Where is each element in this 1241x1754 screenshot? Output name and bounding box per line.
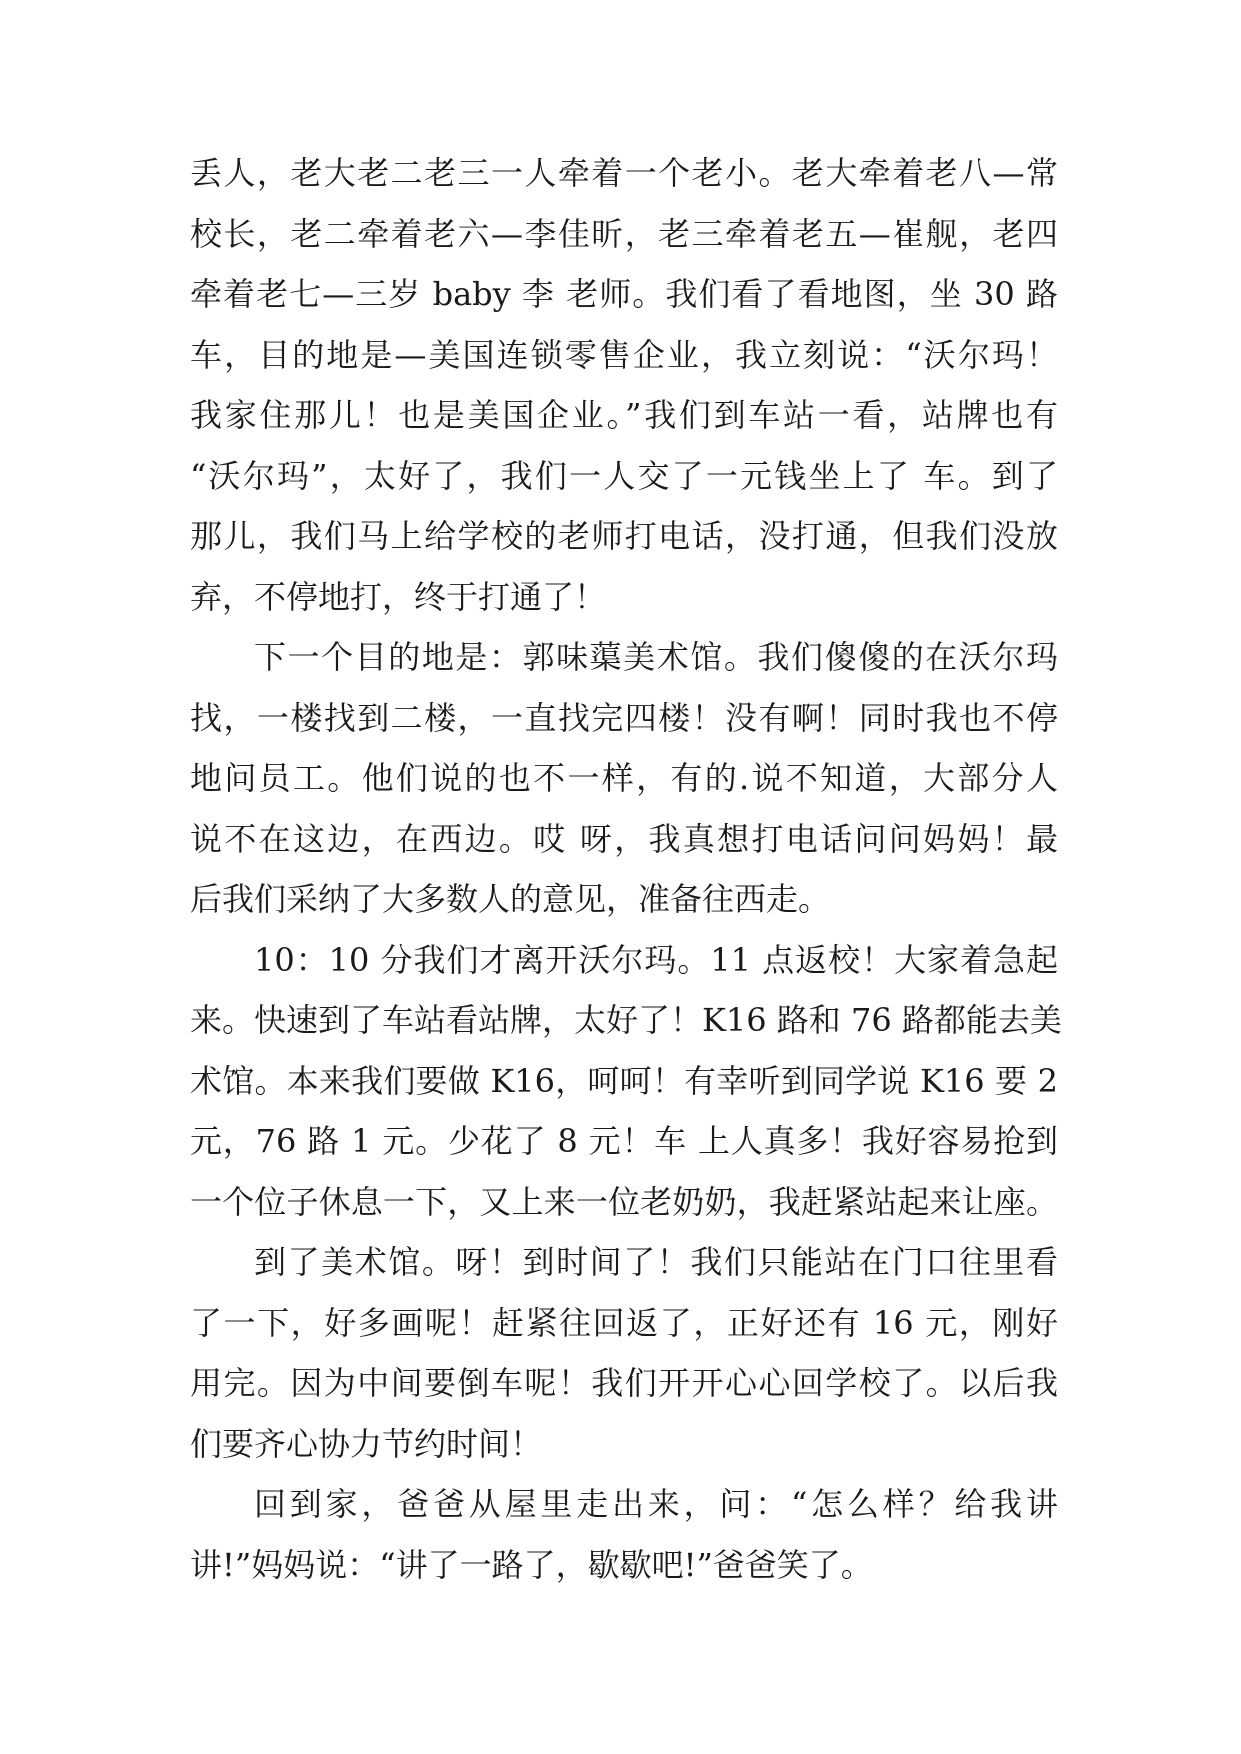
text-line: 来。快速到了车站看站牌，太好了！K16 路和 76 路都能去美 bbox=[190, 1001, 1062, 1039]
text-line: 我家住那儿！也是美国企业。”我们到车站一看，站牌也有 bbox=[190, 396, 1058, 434]
text-line: 后我们采纳了大多数人的意见，准备往西走。 bbox=[190, 880, 831, 918]
text-line: 地问员工。他们说的也不一样，有的.说不知道，大部分人 bbox=[190, 759, 1058, 797]
text-line: 术馆。本来我们要做 K16，呵呵！有幸听到同学说 K16 要 2 bbox=[190, 1061, 1058, 1100]
text-line: 一个位子休息一下，又上来一位老奶奶，我赶紧站起来让座。 bbox=[190, 1182, 1058, 1221]
text-line: 那儿，我们马上给学校的老师打电话，没打通，但我们没放 bbox=[190, 517, 1058, 555]
text-line: 校长，老二牵着老六—李佳昕，老三牵着老五—崔舰，老四 bbox=[190, 214, 1058, 253]
text-line: 说不在这边，在西边。哎 呀，我真想打电话问问妈妈！最 bbox=[190, 819, 1058, 858]
text-line: 车，目的地是—美国连锁零售企业，我立刻说：“沃尔玛！ bbox=[190, 335, 1058, 374]
text-line: 讲!”妈妈说：“讲了一路了，歇歇吧!”爸爸笑了。 bbox=[190, 1545, 873, 1584]
text-line: 下一个目的地是：郭味蕖美术馆。我们傻傻的在沃尔玛 bbox=[254, 638, 1058, 676]
text-line: 10：10 分我们才离开沃尔玛。11 点返校！大家着急起 bbox=[254, 940, 1058, 979]
text-line: 了一下，好多画呢！赶紧往回返了，正好还有 16 元，刚好 bbox=[190, 1303, 1058, 1342]
text-line: 用完。因为中间要倒车呢！我们开开心心回学校了。以后我 bbox=[190, 1364, 1058, 1402]
text-line: 找，一楼找到二楼，一直找完四楼！没有啊！同时我也不停 bbox=[190, 698, 1058, 737]
text-line: 元，76 路 1 元。少花了 8 元！车 上人真多！我好容易抢到 bbox=[190, 1122, 1058, 1160]
text-line: 丢人，老大老二老三一人牵着一个老小。老大牵着老八—常 bbox=[190, 154, 1058, 192]
text-line: “沃尔玛”，太好了，我们一人交了一元钱坐上了 车。到了 bbox=[190, 456, 1058, 495]
text-line: 弃，不停地打，终于打通了！ bbox=[190, 577, 607, 616]
text-line: 们要齐心协力节约时间！ bbox=[190, 1424, 543, 1463]
text-line: 牵着老七—三岁 baby 李 老师。我们看了看地图，坐 30 路 bbox=[190, 275, 1058, 313]
text-line: 到了美术馆。呀！到时间了！我们只能站在门口往里看 bbox=[254, 1243, 1058, 1281]
document-body bbox=[190, 143, 1062, 1595]
text-line: 回到家，爸爸从屋里走出来，问：“怎么样？给我讲 bbox=[254, 1485, 1058, 1523]
